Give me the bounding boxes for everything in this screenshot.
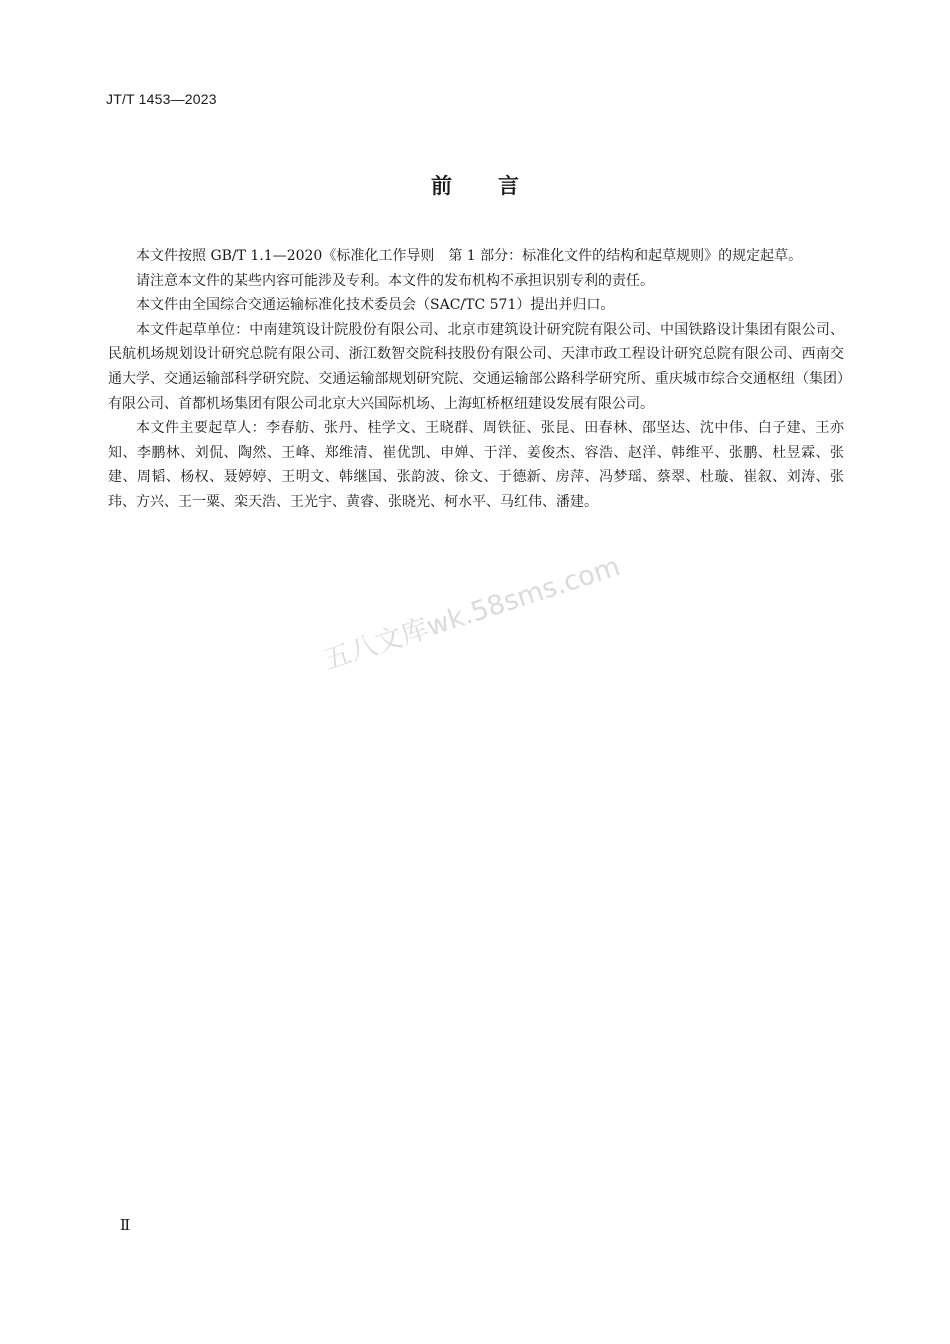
- watermark: 五八文库wk.58sms.com: [320, 551, 624, 677]
- title-char-2: 言: [498, 174, 519, 198]
- paragraph-proposer: 本文件由全国综合交通运输标准化技术委员会（SAC/TC 571）提出并归口。: [136, 297, 615, 314]
- page-number: Ⅱ: [120, 1218, 131, 1234]
- section-title: [0, 170, 950, 200]
- title-char-1: 前: [431, 174, 452, 198]
- paragraph-drafting-units: 本文件起草单位：中南建筑设计院股份有限公司、北京市建筑设计研究院有限公司、中国铁路设计集团有限公司、民航机场规划设计研究总院有限公司、浙江数智交院科技股份有限公司、天津市政工程设计研究总院有限公司、西南交通大学、交通运输部科学研究院、交通运输部规划研究院、交通运输部公路科学研究所、重庆城市综合交通枢纽（集团）有限公司、首都机场集团有限公司北京大兴国际机场、上海虹桥枢纽建设发展有限公司。: [108, 321, 844, 412]
- foreword-body: [108, 244, 844, 515]
- standard-number: JT/T 1453—2023: [106, 91, 217, 107]
- paragraph-drafting-rules: 本文件按照 GB/T 1.1—2020《标准化工作导则 第 1 部分：标准化文件的结构和起草规则》的规定起草。: [136, 248, 803, 264]
- paragraph-drafters: 本文件主要起草人：李春舫、张丹、桂学文、王晓群、周铁征、张昆、田春林、邵坚达、沈中伟、白子建、王亦知、李鹏林、刘侃、陶然、王峰、郑维清、崔优凯、申婵、于洋、姜俊杰、容浩、赵洋、韩维平、张鹏、杜昱霖、张建、周韬、杨权、聂婷婷、王明文、韩继国、张韵波、徐文、于德新、房萍、冯梦瑶、蔡翠、杜璇、崔叙、刘涛、张玮、方兴、王一粟、栾天浩、王光宇、黄睿、张晓光、柯水平、马红伟、潘建。: [108, 420, 844, 510]
- paragraph-patent-notice: 请注意本文件的某些内容可能涉及专利。本文件的发布机构不承担识别专利的责任。: [136, 272, 654, 289]
